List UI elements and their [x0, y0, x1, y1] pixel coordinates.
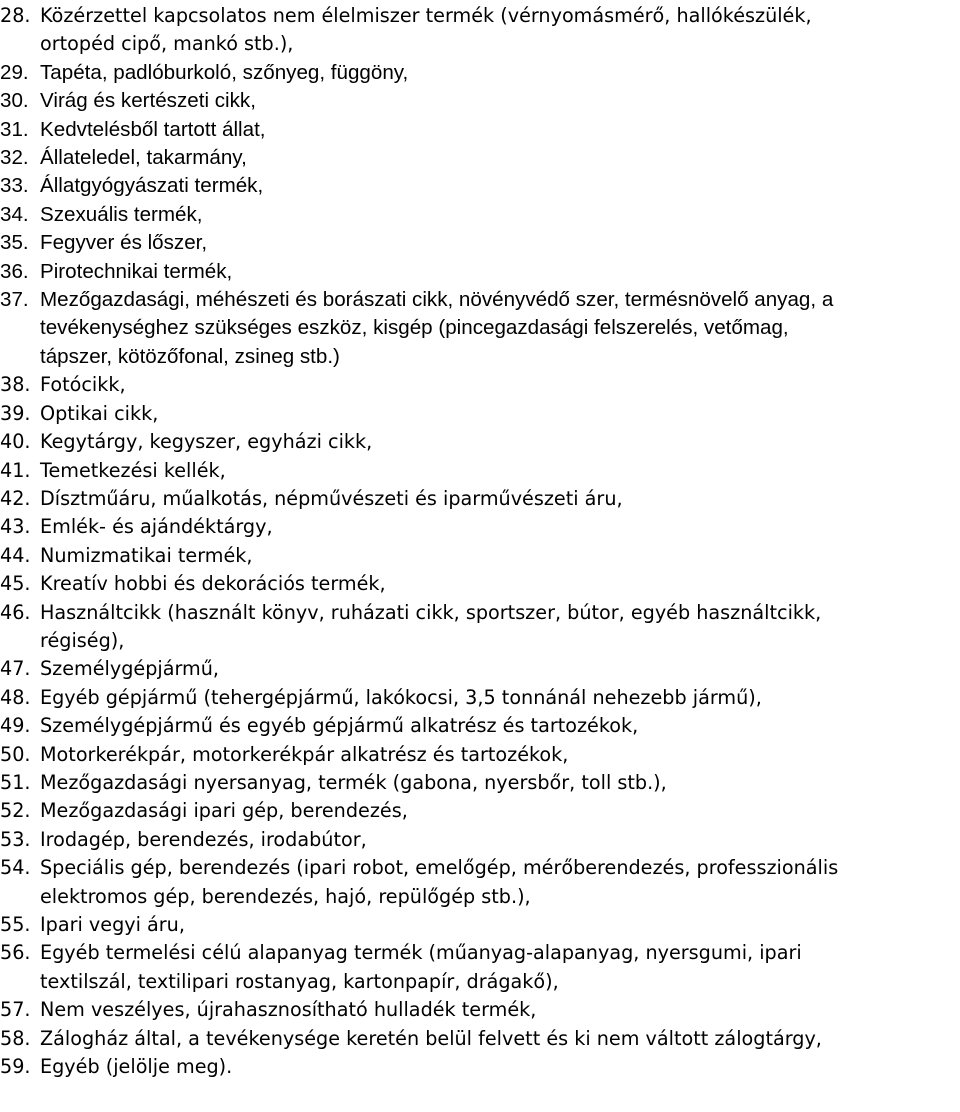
list-item-52: [0, 797, 960, 825]
item-text: Személygépjármű,: [40, 657, 219, 681]
list-item-33: [0, 172, 960, 200]
item-text: tevékenységhez szükséges eszköz, kisgép (pincegazdasági felszerelés, vetőmag,: [40, 316, 789, 340]
item-number: 38.: [0, 373, 31, 397]
item-number: 35.: [0, 231, 29, 255]
numbered-list: [0, 2, 960, 1081]
list-item-56: [0, 939, 960, 996]
list-item-53: [0, 826, 960, 854]
item-text: textilszál, textilipari rostanyag, kartonpapír, drágakő),: [40, 969, 559, 993]
item-number: 30.: [0, 89, 29, 113]
item-number: 45.: [0, 572, 31, 596]
list-item-41: [0, 457, 960, 485]
item-number: 44.: [0, 543, 31, 567]
item-number: 40.: [0, 430, 31, 454]
item-text: Pirotechnikai termék,: [40, 259, 233, 283]
item-number: 34.: [0, 202, 29, 226]
item-text: Nem veszélyes, újrahasznosítható hulladék termék,: [40, 998, 537, 1022]
item-text: Virág és kertészeti cikk,: [40, 89, 256, 113]
list-item-54: [0, 854, 960, 911]
item-number: 32.: [0, 146, 29, 170]
list-item-35: [0, 229, 960, 257]
list-item-55: [0, 911, 960, 939]
item-number: 28.: [0, 4, 31, 27]
item-number: 52.: [0, 799, 31, 823]
item-text: Kreatív hobbi és dekorációs termék,: [40, 572, 386, 596]
item-text: Emlék- és ajándéktárgy,: [40, 515, 273, 539]
item-text: Kedvtelésből tartott állat,: [40, 117, 266, 141]
item-text: Mezőgazdasági, méhészeti és borászati cikk, növényvédő szer, termésnövelő anyag, a: [40, 288, 834, 312]
list-item-37: [0, 286, 960, 371]
item-text: elektromos gép, berendezés, hajó, repülőgép stb.),: [40, 884, 531, 908]
list-item-31: [0, 116, 960, 144]
item-number: 54.: [0, 856, 31, 880]
list-item-34: [0, 201, 960, 229]
item-text: Motorkerékpár, motorkerékpár alkatrész és tartozékok,: [40, 742, 569, 766]
item-text: Közérzettel kapcsolatos nem élelmiszer termék (vérnyomásmérő, hallókészülék,: [40, 4, 812, 27]
item-number: 37.: [0, 288, 29, 312]
item-text: Használtcikk (használt könyv, ruházati cikk, sportszer, bútor, egyéb használtcikk,: [40, 600, 822, 624]
list-item-49: [0, 712, 960, 740]
item-text: Ipari vegyi áru,: [40, 913, 185, 936]
list-item-45: [0, 570, 960, 598]
item-text: Egyéb termelési célú alapanyag termék (műanyag-alapanyag, nyersgumi, ipari: [40, 941, 802, 965]
item-text: Személygépjármű és egyéb gépjármű alkatrész és tartozékok,: [40, 714, 639, 738]
list-item-44: [0, 542, 960, 570]
item-text: Egyéb (jelölje meg).: [40, 1055, 233, 1079]
item-number: 55.: [0, 913, 31, 936]
list-item-30: [0, 87, 960, 115]
item-text: Egyéb gépjármű (tehergépjármű, lakókocsi, 3,5 tonnánál nehezebb jármű),: [40, 685, 762, 709]
list-item-48: [0, 684, 960, 712]
item-number: 57.: [0, 998, 31, 1022]
item-number: 31.: [0, 117, 29, 141]
list-item-28: [0, 2, 960, 59]
item-text: Mezőgazdasági ipari gép, berendezés,: [40, 799, 408, 823]
list-item-32: [0, 144, 960, 172]
list-item-40: [0, 428, 960, 456]
list-item-36: [0, 258, 960, 286]
item-number: 58.: [0, 1026, 31, 1050]
item-number: 53.: [0, 827, 31, 851]
item-number: 47.: [0, 657, 31, 681]
item-number: 49.: [0, 714, 31, 738]
item-text: régiség),: [40, 628, 125, 652]
item-text: Temetkezési kellék,: [40, 458, 226, 482]
item-number: 48.: [0, 685, 31, 709]
item-number: 41.: [0, 458, 31, 482]
item-text: Fegyver és lőszer,: [40, 231, 208, 255]
item-text: Fotócikk,: [40, 373, 126, 397]
item-text: Dísztműáru, műalkotás, népművészeti és iparművészeti áru,: [40, 486, 623, 510]
item-number: 33.: [0, 174, 29, 198]
list-item-58: [0, 1025, 960, 1053]
item-number: 59.: [0, 1055, 31, 1079]
list-item-38: [0, 371, 960, 399]
item-number: 51.: [0, 770, 31, 794]
list-item-46: [0, 599, 960, 656]
item-text: Irodagép, berendezés, irodabútor,: [40, 827, 367, 851]
item-text: Szexuális termék,: [40, 202, 203, 226]
item-text: Speciális gép, berendezés (ipari robot, emelőgép, mérőberendezés, professzionális: [40, 856, 839, 880]
item-text: ortopéd cipő, mankó stb.),: [40, 32, 294, 56]
list-item-51: [0, 769, 960, 797]
item-text: Tapéta, padlóburkoló, szőnyeg, függöny,: [40, 60, 409, 84]
item-text: Zálogház által, a tevékenysége keretén belül felvett és ki nem váltott zálogtárgy,: [40, 1026, 822, 1050]
list-item-57: [0, 996, 960, 1024]
item-text: Kegytárgy, kegyszer, egyházi cikk,: [40, 430, 373, 454]
list-item-42: [0, 485, 960, 513]
item-text: tápszer, kötözőfonal, zsineg stb.): [40, 344, 340, 368]
list-item-47: [0, 655, 960, 683]
item-number: 29.: [0, 60, 29, 84]
item-number: 39.: [0, 401, 31, 425]
list-item-43: [0, 513, 960, 541]
item-text: Állateledel, takarmány,: [40, 146, 247, 170]
item-number: 43.: [0, 515, 31, 539]
item-text: Optikai cikk,: [40, 401, 159, 425]
list-item-59: [0, 1053, 960, 1081]
item-number: 56.: [0, 941, 31, 965]
item-text: Numizmatikai termék,: [40, 543, 253, 567]
item-text: Állatgyógyászati termék,: [40, 174, 264, 198]
item-text: Mezőgazdasági nyersanyag, termék (gabona, nyersbőr, toll stb.),: [40, 770, 667, 794]
list-item-39: [0, 400, 960, 428]
item-number: 36.: [0, 259, 29, 283]
item-number: 50.: [0, 742, 31, 766]
list-item-29: [0, 59, 960, 87]
item-number: 46.: [0, 600, 31, 624]
list-item-50: [0, 741, 960, 769]
item-number: 42.: [0, 486, 31, 510]
